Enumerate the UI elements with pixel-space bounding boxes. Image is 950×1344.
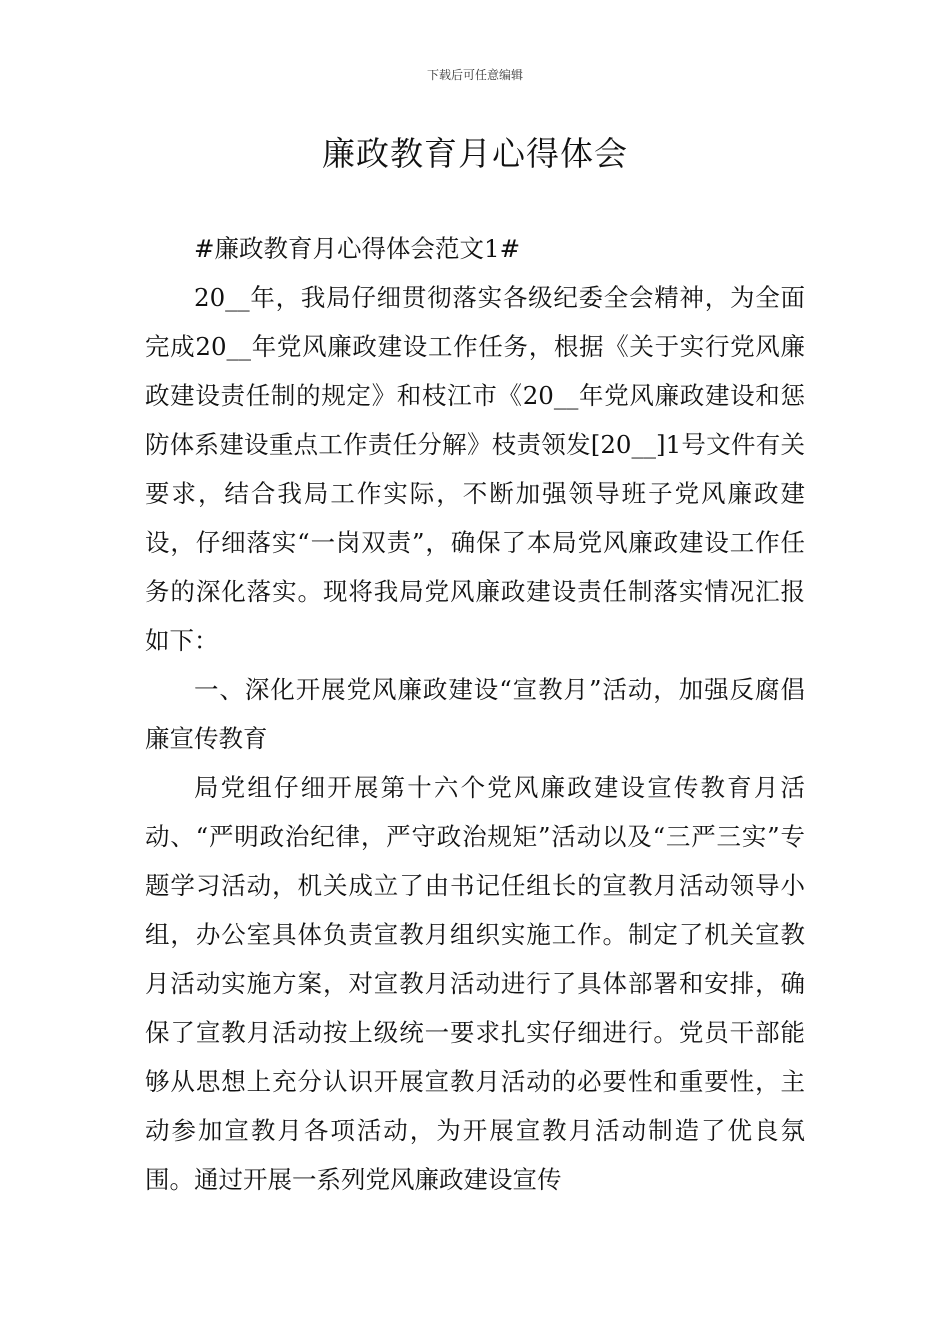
document-title: 廉政教育月心得体会	[322, 134, 628, 173]
header-note: 下载后可任意编辑	[426, 68, 523, 82]
paragraph-section-heading: 一、深化开展党风廉政建设“宣教月”活动，加强反腐倡廉宣传教育	[145, 675, 805, 753]
paragraph-subtitle: #廉政教育月心得体会范文1#	[194, 234, 521, 263]
paragraph-intro: 20__年，我局仔细贯彻落实各级纪委全会精神，为全面完成20__年党风廉政建设工作任务，根据《关于实行党风廉政建设责任制的规定》和枝江市《20__年党风廉政建设和惩防体系建设重点工作责任分解》枝责领发[20__]1号文件有关要求，结合我局工作实际，不断加强领导班子党风廉政建设，仔细落实“一岗双责”，确保了本局党风廉政建设工作任务的深化落实。现将我局党风廉政建设责任制落实情况汇报如下：	[145, 283, 805, 655]
document-body	[145, 224, 805, 1204]
paragraph-section-body: 局党组仔细开展第十六个党风廉政建设宣传教育月活动、“严明政治纪律，严守政治规矩”活动以及“三严三实”专题学习活动，机关成立了由书记任组长的宣教月活动领导小组，办公室具体负责宣教月组织实施工作。制定了机关宣教月活动实施方案，对宣教月活动进行了具体部署和安排，确保了宣教月活动按上级统一要求扎实仔细进行。党员干部能够从思想上充分认识开展宣教月活动的必要性和重要性，主动参加宣教月各项活动，为开展宣教月活动制造了优良氛围。通过开展一系列党风廉政建设宣传	[145, 773, 805, 1194]
